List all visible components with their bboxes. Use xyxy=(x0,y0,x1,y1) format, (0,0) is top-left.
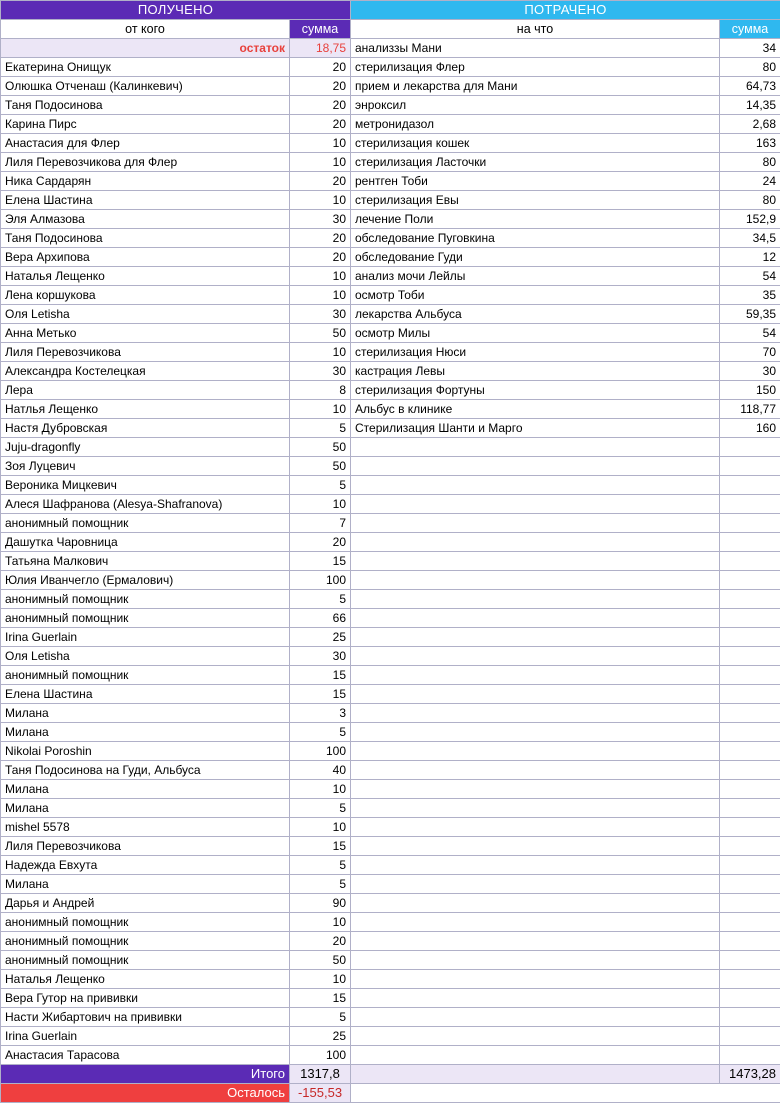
income-sum[interactable]: 20 xyxy=(290,172,351,191)
income-from[interactable]: Таня Подосинова на Гуди, Альбуса xyxy=(1,761,290,780)
income-from[interactable]: Насти Жибартович на прививки xyxy=(1,1008,290,1027)
income-from[interactable]: Елена Шастина xyxy=(1,191,290,210)
income-sum[interactable]: 20 xyxy=(290,58,351,77)
spent-title: ПОТРАЧЕНО xyxy=(351,1,780,20)
expense-what-empty xyxy=(351,856,720,875)
expense-sum[interactable]: 152,9 xyxy=(720,210,780,229)
expense-sum-empty xyxy=(720,742,780,761)
table-row xyxy=(1,1008,780,1027)
income-sum[interactable]: 30 xyxy=(290,647,351,666)
income-sum[interactable]: 10 xyxy=(290,780,351,799)
income-from[interactable]: Лиля Перевозчикова xyxy=(1,343,290,362)
income-from[interactable]: Таня Подосинова xyxy=(1,96,290,115)
expense-what-empty xyxy=(351,438,720,457)
expense-total-value: 1473,28 xyxy=(720,1065,780,1084)
expense-sum[interactable]: 118,77 xyxy=(720,400,780,419)
expense-sum[interactable]: 34,5 xyxy=(720,229,780,248)
totals-row xyxy=(1,1065,780,1084)
totals-label: Итого xyxy=(1,1065,290,1084)
expense-what[interactable]: осмотр Милы xyxy=(351,324,720,343)
income-sum[interactable]: 10 xyxy=(290,343,351,362)
expense-what-empty xyxy=(351,742,720,761)
expense-sum-empty xyxy=(720,875,780,894)
income-from[interactable]: Юлия Иванчегло (Ермалович) xyxy=(1,571,290,590)
income-sum[interactable]: 20 xyxy=(290,248,351,267)
table-row xyxy=(1,305,780,324)
table-row xyxy=(1,856,780,875)
income-from[interactable]: mishel 5578 xyxy=(1,818,290,837)
income-from[interactable]: Милана xyxy=(1,780,290,799)
table-row xyxy=(1,552,780,571)
expense-what-empty xyxy=(351,818,720,837)
expense-what-empty xyxy=(351,533,720,552)
expense-sum-empty xyxy=(720,1008,780,1027)
table-row xyxy=(1,742,780,761)
income-sum[interactable]: 100 xyxy=(290,1046,351,1065)
expense-sum-empty xyxy=(720,533,780,552)
table-row xyxy=(1,172,780,191)
table-row xyxy=(1,666,780,685)
expense-what[interactable]: прием и лекарства для Мани xyxy=(351,77,720,96)
expense-sum[interactable]: 163 xyxy=(720,134,780,153)
expense-what-empty xyxy=(351,666,720,685)
income-from[interactable]: Irina Guerlain xyxy=(1,628,290,647)
expense-what-empty xyxy=(351,590,720,609)
expense-what-empty xyxy=(351,932,720,951)
income-sum[interactable]: 20 xyxy=(290,533,351,552)
table-row xyxy=(1,761,780,780)
income-from[interactable]: анонимный помощник xyxy=(1,514,290,533)
expense-sum-empty xyxy=(720,571,780,590)
expense-what[interactable]: стерилизация Фортуны xyxy=(351,381,720,400)
income-from[interactable]: анонимный помощник xyxy=(1,951,290,970)
table-row xyxy=(1,210,780,229)
income-sum[interactable]: 20 xyxy=(290,96,351,115)
income-from[interactable]: Оля Letisha xyxy=(1,647,290,666)
table-row xyxy=(1,115,780,134)
column-header-row xyxy=(1,20,780,39)
table-row xyxy=(1,685,780,704)
expense-what[interactable]: обследование Пуговкина xyxy=(351,229,720,248)
income-from[interactable]: Nikolai Poroshin xyxy=(1,742,290,761)
remaining-row xyxy=(1,1084,780,1103)
income-sum[interactable]: 5 xyxy=(290,476,351,495)
table-row xyxy=(1,571,780,590)
table-row xyxy=(1,647,780,666)
expense-sum-empty xyxy=(720,609,780,628)
table-row xyxy=(1,951,780,970)
income-sum[interactable]: 25 xyxy=(290,1027,351,1046)
income-sum[interactable]: 5 xyxy=(290,799,351,818)
income-from[interactable]: Наталья Лещенко xyxy=(1,970,290,989)
expense-sum-empty xyxy=(720,457,780,476)
expense-what-empty xyxy=(351,1027,720,1046)
expense-sum-empty xyxy=(720,894,780,913)
expense-what-empty xyxy=(351,609,720,628)
table-row xyxy=(1,723,780,742)
expense-what-empty xyxy=(351,552,720,571)
expense-sum[interactable]: 14,35 xyxy=(720,96,780,115)
table-row xyxy=(1,96,780,115)
income-sum[interactable]: 10 xyxy=(290,267,351,286)
table-row xyxy=(1,286,780,305)
expense-what[interactable]: стерилизация Нюси xyxy=(351,343,720,362)
expense-what-empty xyxy=(351,989,720,1008)
income-from[interactable]: Лена коршукова xyxy=(1,286,290,305)
table-row xyxy=(1,837,780,856)
table-row xyxy=(1,818,780,837)
expense-what-empty xyxy=(351,951,720,970)
expense-what[interactable]: лекарства Альбуса xyxy=(351,305,720,324)
table-row xyxy=(1,514,780,533)
income-from[interactable]: Карина Пирс xyxy=(1,115,290,134)
expense-sum-empty xyxy=(720,723,780,742)
table-row xyxy=(1,913,780,932)
expense-sum-empty xyxy=(720,685,780,704)
income-from[interactable]: Лиля Перевозчикова для Флер xyxy=(1,153,290,172)
table-row xyxy=(1,989,780,1008)
expense-sum[interactable]: 34 xyxy=(720,39,780,58)
expense-sum-empty xyxy=(720,1046,780,1065)
table-row xyxy=(1,894,780,913)
expense-what-empty xyxy=(351,476,720,495)
income-sum[interactable]: 30 xyxy=(290,210,351,229)
income-from[interactable]: Лиля Перевозчикова xyxy=(1,837,290,856)
table-row xyxy=(1,875,780,894)
income-sum[interactable]: 10 xyxy=(290,134,351,153)
expense-sum-empty xyxy=(720,780,780,799)
expense-what[interactable]: Стерилизация Шанти и Марго xyxy=(351,419,720,438)
expense-sum-empty xyxy=(720,628,780,647)
income-from[interactable]: анонимный помощник xyxy=(1,932,290,951)
income-from[interactable]: Таня Подосинова xyxy=(1,229,290,248)
banner-header-row xyxy=(1,1,780,20)
table-row xyxy=(1,1046,780,1065)
income-sum[interactable]: 30 xyxy=(290,305,351,324)
income-sum[interactable]: 15 xyxy=(290,552,351,571)
income-sum[interactable]: 30 xyxy=(290,362,351,381)
income-sum[interactable]: 25 xyxy=(290,628,351,647)
expense-what-empty xyxy=(351,628,720,647)
balance-label: остаток xyxy=(1,39,290,58)
income-sum[interactable]: 3 xyxy=(290,704,351,723)
income-from[interactable]: Милана xyxy=(1,875,290,894)
table-row xyxy=(1,77,780,96)
expense-what-empty xyxy=(351,875,720,894)
expense-what-empty xyxy=(351,514,720,533)
expense-what[interactable]: кастрация Левы xyxy=(351,362,720,381)
income-from[interactable]: Александра Костелецкая xyxy=(1,362,290,381)
income-sum[interactable]: 10 xyxy=(290,913,351,932)
income-from[interactable]: Анна Метько xyxy=(1,324,290,343)
expense-what[interactable]: обследование Гуди xyxy=(351,248,720,267)
expense-sum-empty xyxy=(720,476,780,495)
expense-what[interactable]: анализ мочи Лейлы xyxy=(351,267,720,286)
table-row xyxy=(1,400,780,419)
expense-sum[interactable]: 160 xyxy=(720,419,780,438)
expense-what-empty xyxy=(351,837,720,856)
income-from[interactable]: Милана xyxy=(1,799,290,818)
income-sum[interactable]: 50 xyxy=(290,438,351,457)
expense-sum-empty xyxy=(720,799,780,818)
income-sum[interactable]: 5 xyxy=(290,1008,351,1027)
income-from[interactable]: анонимный помощник xyxy=(1,666,290,685)
table-row xyxy=(1,438,780,457)
expense-sum[interactable]: 64,73 xyxy=(720,77,780,96)
expense-sum-empty xyxy=(720,818,780,837)
table-row xyxy=(1,590,780,609)
income-from[interactable]: анонимный помощник xyxy=(1,609,290,628)
income-sum[interactable]: 10 xyxy=(290,153,351,172)
income-from[interactable]: Анастасия Тарасова xyxy=(1,1046,290,1065)
table-row xyxy=(1,267,780,286)
income-sum[interactable]: 10 xyxy=(290,191,351,210)
table-row xyxy=(1,476,780,495)
income-sum[interactable]: 66 xyxy=(290,609,351,628)
income-sum[interactable]: 100 xyxy=(290,742,351,761)
expense-what-empty xyxy=(351,647,720,666)
expense-sum[interactable]: 150 xyxy=(720,381,780,400)
expense-sum-empty xyxy=(720,666,780,685)
expense-what-empty xyxy=(351,799,720,818)
expense-sum[interactable]: 59,35 xyxy=(720,305,780,324)
income-sum[interactable]: 5 xyxy=(290,723,351,742)
table-row xyxy=(1,229,780,248)
expense-what-empty xyxy=(351,913,720,932)
table-row xyxy=(1,780,780,799)
expense-what-empty xyxy=(351,1046,720,1065)
income-from[interactable]: Натлья Лещенко xyxy=(1,400,290,419)
income-sum[interactable]: 5 xyxy=(290,590,351,609)
expense-sum[interactable]: 80 xyxy=(720,153,780,172)
expense-sum-empty xyxy=(720,989,780,1008)
income-sum[interactable]: 20 xyxy=(290,932,351,951)
income-from[interactable]: Irina Guerlain xyxy=(1,1027,290,1046)
income-from[interactable]: Надежда Евхута xyxy=(1,856,290,875)
expense-sum-empty xyxy=(720,970,780,989)
income-total-value: 1317,8 xyxy=(290,1065,351,1084)
expense-what[interactable]: лечение Поли xyxy=(351,210,720,229)
expense-sum-empty xyxy=(720,514,780,533)
income-sum[interactable]: 5 xyxy=(290,856,351,875)
income-from[interactable]: Эля Алмазова xyxy=(1,210,290,229)
income-sum[interactable]: 15 xyxy=(290,666,351,685)
income-sum[interactable]: 10 xyxy=(290,818,351,837)
expense-what-empty xyxy=(351,685,720,704)
table-row xyxy=(1,628,780,647)
income-sum[interactable]: 10 xyxy=(290,400,351,419)
table-row xyxy=(1,932,780,951)
expense-what[interactable]: метронидазол xyxy=(351,115,720,134)
table-row xyxy=(1,457,780,476)
income-sum[interactable]: 10 xyxy=(290,286,351,305)
income-from[interactable]: Вера Архипова xyxy=(1,248,290,267)
income-sum[interactable]: 90 xyxy=(290,894,351,913)
income-from[interactable]: анонимный помощник xyxy=(1,913,290,932)
income-sum[interactable]: 5 xyxy=(290,875,351,894)
income-from[interactable]: Дарья и Андрей xyxy=(1,894,290,913)
income-sum[interactable]: 5 xyxy=(290,419,351,438)
expense-sum-empty xyxy=(720,495,780,514)
remaining-blank xyxy=(351,1084,780,1103)
income-sum[interactable]: 20 xyxy=(290,229,351,248)
expense-sum[interactable]: 54 xyxy=(720,324,780,343)
table-row xyxy=(1,419,780,438)
expense-what[interactable]: анализзы Мани xyxy=(351,39,720,58)
expense-sum[interactable]: 80 xyxy=(720,191,780,210)
expense-what-empty xyxy=(351,894,720,913)
income-from[interactable]: Наталья Лещенко xyxy=(1,267,290,286)
income-sum[interactable]: 50 xyxy=(290,951,351,970)
income-sum[interactable]: 8 xyxy=(290,381,351,400)
table-row xyxy=(1,134,780,153)
expense-sum-empty xyxy=(720,951,780,970)
income-sum[interactable]: 15 xyxy=(290,685,351,704)
income-sum[interactable]: 40 xyxy=(290,761,351,780)
expense-what-empty xyxy=(351,704,720,723)
expense-what-empty xyxy=(351,780,720,799)
expense-what-empty xyxy=(351,457,720,476)
income-from[interactable]: Милана xyxy=(1,704,290,723)
expense-what[interactable]: рентген Тоби xyxy=(351,172,720,191)
table-row xyxy=(1,153,780,172)
table-row xyxy=(1,39,780,58)
table-row xyxy=(1,799,780,818)
table-row xyxy=(1,191,780,210)
expense-what[interactable]: энроксил xyxy=(351,96,720,115)
table-row xyxy=(1,495,780,514)
income-from[interactable]: Екатерина Онищук xyxy=(1,58,290,77)
expense-sum[interactable]: 12 xyxy=(720,248,780,267)
income-sum[interactable]: 15 xyxy=(290,837,351,856)
expense-what[interactable]: осмотр Тоби xyxy=(351,286,720,305)
expense-sum-empty xyxy=(720,1027,780,1046)
income-from[interactable]: Лера xyxy=(1,381,290,400)
expense-what-empty xyxy=(351,1008,720,1027)
remaining-value: -155,53 xyxy=(290,1084,351,1103)
table-row xyxy=(1,609,780,628)
income-from[interactable]: Оля Letisha xyxy=(1,305,290,324)
table-row xyxy=(1,1027,780,1046)
balance-value: 18,75 xyxy=(290,39,351,58)
expense-what-empty xyxy=(351,571,720,590)
expense-sum-empty xyxy=(720,932,780,951)
expense-sum-empty xyxy=(720,438,780,457)
expense-sum-empty xyxy=(720,552,780,571)
expense-sum-empty xyxy=(720,647,780,666)
income-from[interactable]: Елена Шастина xyxy=(1,685,290,704)
income-from[interactable]: Олюшка Отченаш (Калинкевич) xyxy=(1,77,290,96)
table-row xyxy=(1,381,780,400)
income-sum[interactable]: 20 xyxy=(290,77,351,96)
expense-what[interactable]: стерилизация Евы xyxy=(351,191,720,210)
income-from[interactable]: Вероника Мицкевич xyxy=(1,476,290,495)
income-sum[interactable]: 50 xyxy=(290,324,351,343)
table-row xyxy=(1,970,780,989)
income-from[interactable]: анонимный помощник xyxy=(1,590,290,609)
expense-sum[interactable]: 54 xyxy=(720,267,780,286)
table-row xyxy=(1,704,780,723)
expense-what[interactable]: стерилизация Ласточки xyxy=(351,153,720,172)
table-row xyxy=(1,58,780,77)
expense-what-empty xyxy=(351,761,720,780)
income-sum[interactable]: 50 xyxy=(290,457,351,476)
expense-sum[interactable]: 24 xyxy=(720,172,780,191)
income-sum[interactable]: 10 xyxy=(290,495,351,514)
income-from[interactable]: Милана xyxy=(1,723,290,742)
table-row xyxy=(1,248,780,267)
income-from[interactable]: Зоя Луцевич xyxy=(1,457,290,476)
received-title: ПОЛУЧЕНО xyxy=(1,1,351,20)
from-whom-header: от кого xyxy=(1,20,290,39)
income-from[interactable]: Juju-dragonfly xyxy=(1,438,290,457)
income-from[interactable]: Алеся Шафранова (Alesya-Shafranova) xyxy=(1,495,290,514)
income-from[interactable]: Анастасия для Флер xyxy=(1,134,290,153)
totals-spacer xyxy=(351,1065,720,1084)
for-what-header: на что xyxy=(351,20,720,39)
remaining-label: Осталось xyxy=(1,1084,290,1103)
expense-sum-empty xyxy=(720,704,780,723)
table-row xyxy=(1,324,780,343)
income-sum[interactable]: 15 xyxy=(290,989,351,1008)
expense-sum-empty xyxy=(720,590,780,609)
expense-what-empty xyxy=(351,495,720,514)
income-from[interactable]: Дашутка Чаровница xyxy=(1,533,290,552)
table-row xyxy=(1,362,780,381)
income-from[interactable]: Вера Гутор на прививки xyxy=(1,989,290,1008)
expense-what-empty xyxy=(351,723,720,742)
expense-sum-header: сумма xyxy=(720,20,780,39)
expense-sum-empty xyxy=(720,837,780,856)
income-sum[interactable]: 7 xyxy=(290,514,351,533)
income-from[interactable]: Татьяна Малкович xyxy=(1,552,290,571)
expense-what[interactable]: стерилизация кошек xyxy=(351,134,720,153)
income-sum[interactable]: 10 xyxy=(290,970,351,989)
expense-sum-empty xyxy=(720,856,780,875)
income-sum[interactable]: 100 xyxy=(290,571,351,590)
expense-what[interactable]: Альбус в клинике xyxy=(351,400,720,419)
expense-what-empty xyxy=(351,970,720,989)
income-sum-header: сумма xyxy=(290,20,351,39)
expense-sum-empty xyxy=(720,913,780,932)
income-sum[interactable]: 20 xyxy=(290,115,351,134)
expense-sum[interactable]: 2,68 xyxy=(720,115,780,134)
table-row xyxy=(1,533,780,552)
table-row xyxy=(1,343,780,362)
income-from[interactable]: Настя Дубровская xyxy=(1,419,290,438)
expense-sum[interactable]: 70 xyxy=(720,343,780,362)
expense-sum[interactable]: 35 xyxy=(720,286,780,305)
expense-what[interactable]: стерилизация Флер xyxy=(351,58,720,77)
expense-sum-empty xyxy=(720,761,780,780)
expense-sum[interactable]: 80 xyxy=(720,58,780,77)
income-from[interactable]: Ника Сардарян xyxy=(1,172,290,191)
expense-sum[interactable]: 30 xyxy=(720,362,780,381)
